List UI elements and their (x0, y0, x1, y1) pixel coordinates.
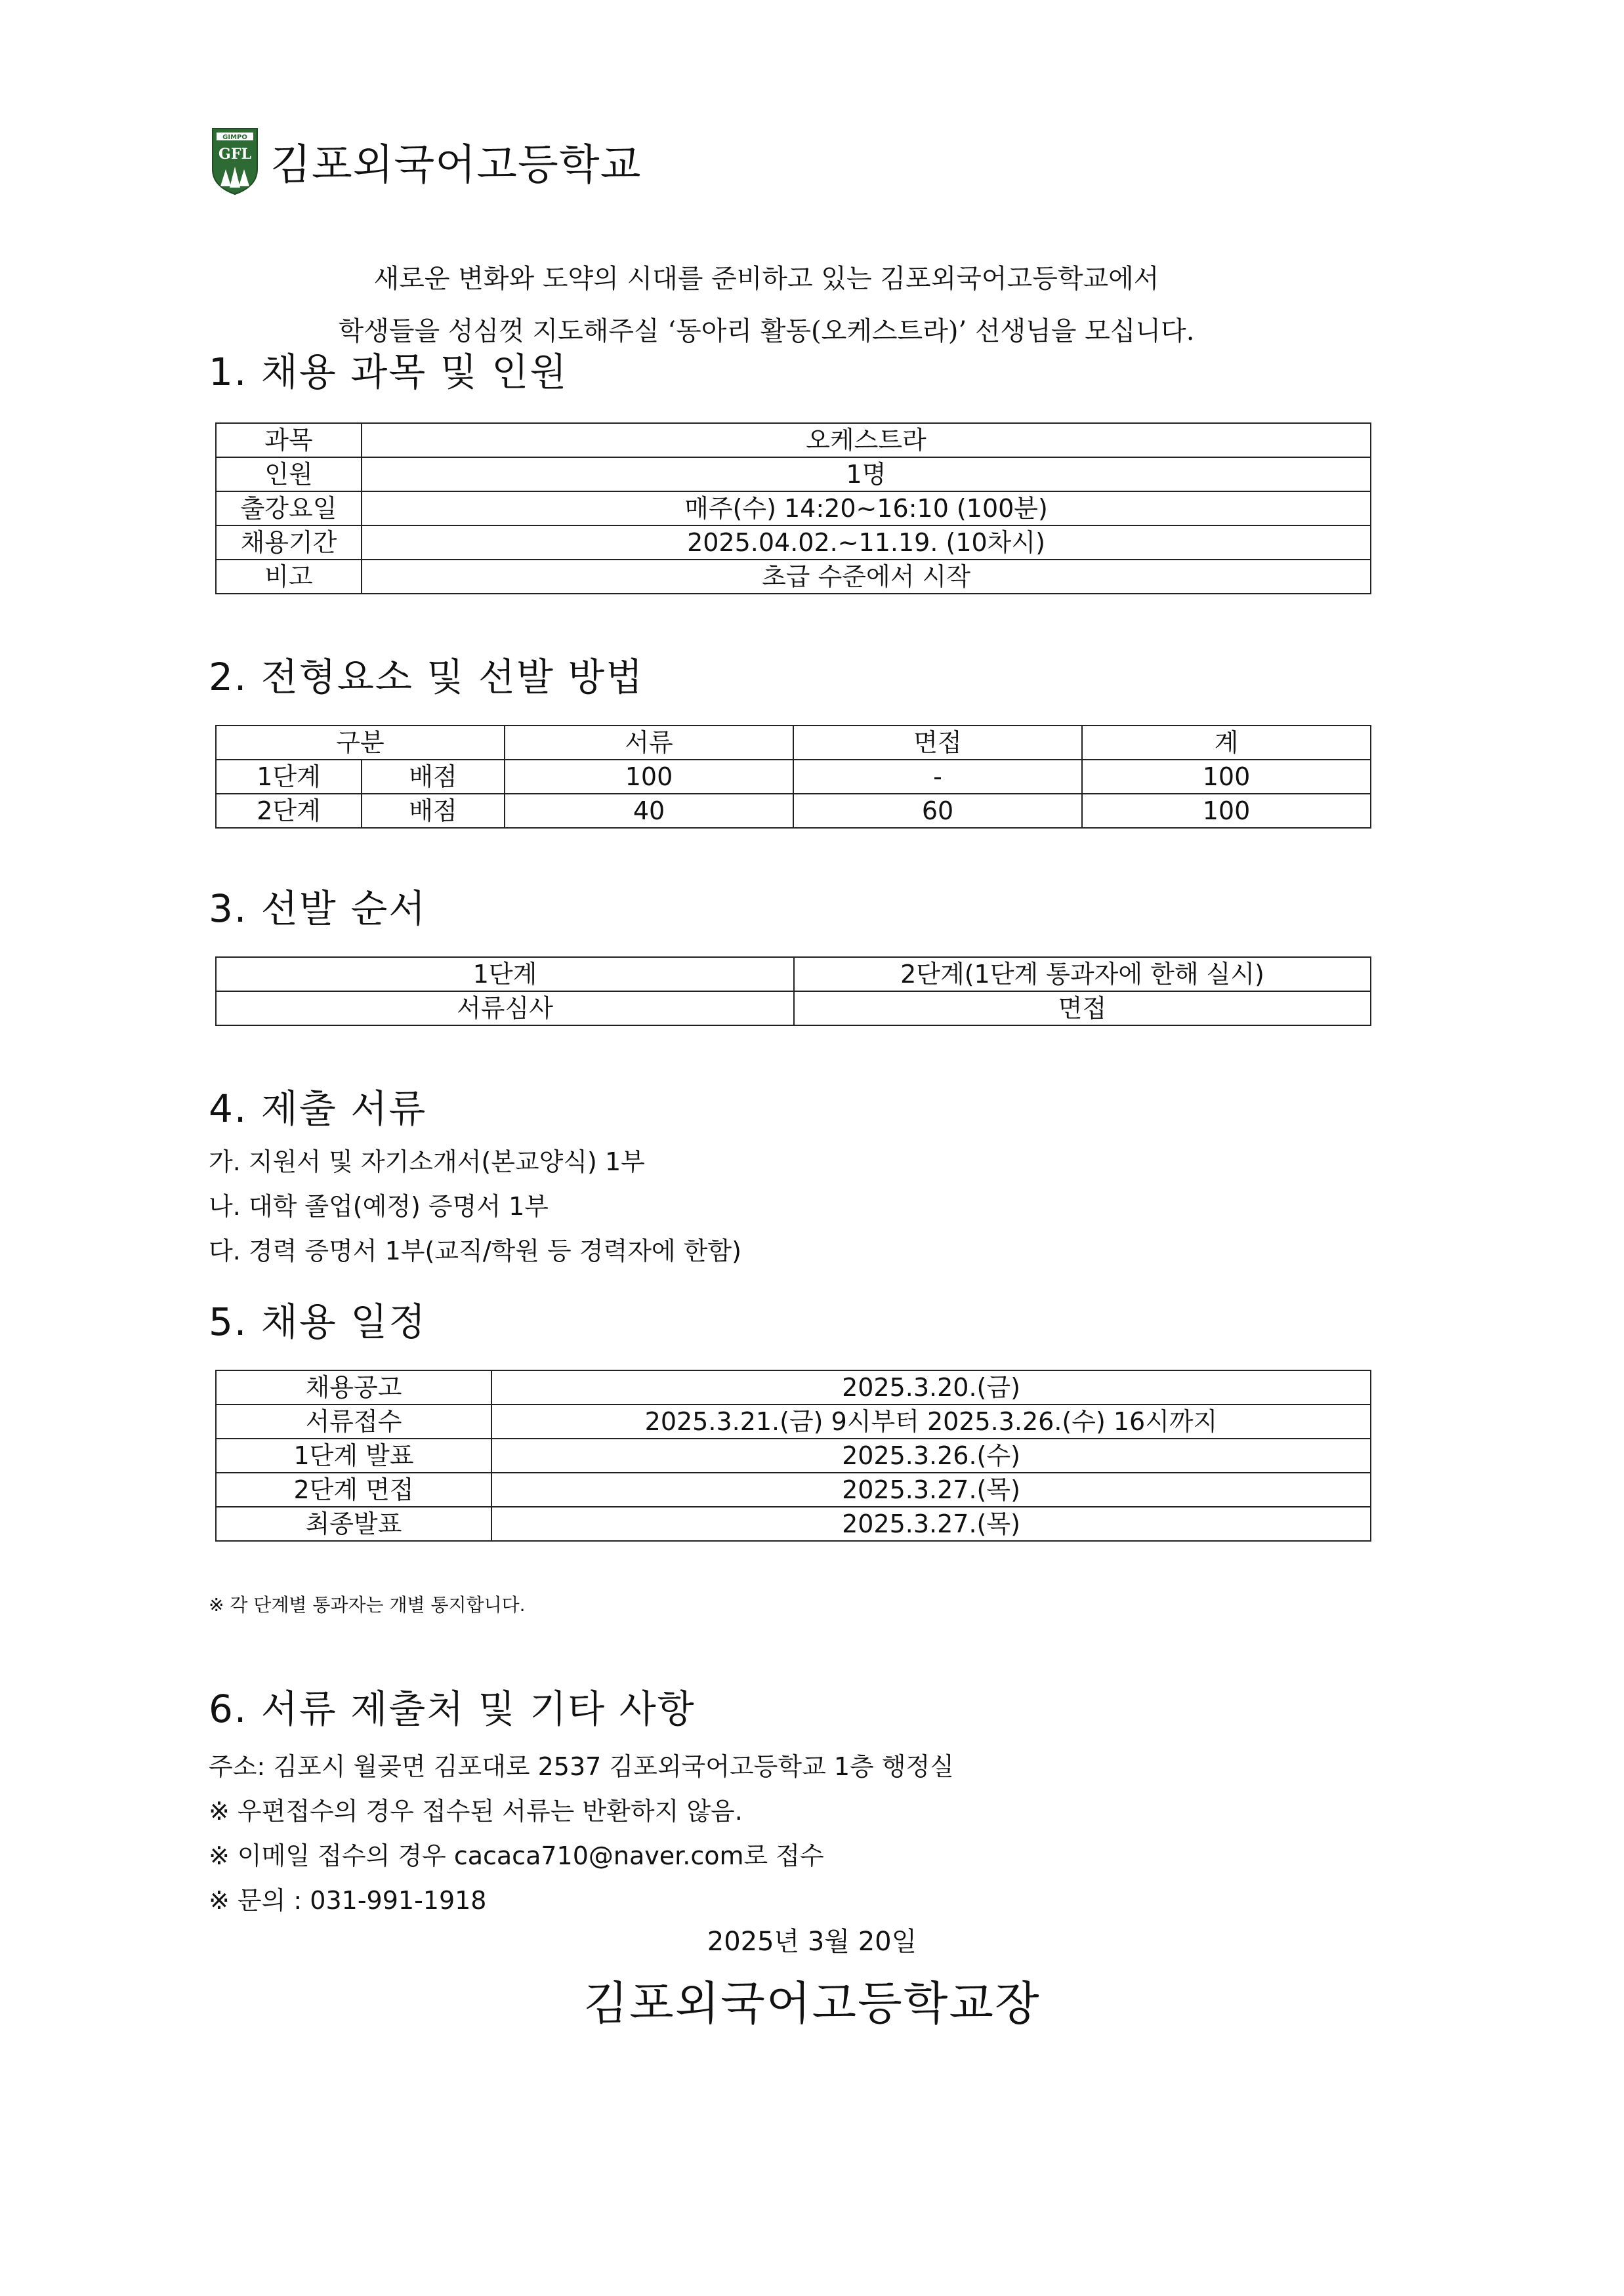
address-line: 주소: 김포시 월곶면 김포대로 2537 김포외국어고등학교 1층 행정실 (209, 1752, 954, 1781)
section5-table (215, 1370, 1371, 1542)
table-cell: 과목 (216, 423, 362, 457)
table-row (216, 991, 1371, 1025)
table-row (216, 491, 1371, 525)
document-item-3: 다. 경력 증명서 1부(교직/학원 등 경력자에 한함) (209, 1237, 741, 1265)
table-header-cell: 서류 (505, 726, 793, 760)
section2-table (215, 725, 1371, 829)
table-cell: 출강요일 (216, 491, 362, 525)
schedule-note: ※ 각 단계별 통과자는 개별 통지합니다. (209, 1594, 526, 1616)
email-note: ※ 이메일 접수의 경우 cacaca710@naver.com로 접수 (209, 1841, 824, 1870)
logo-top-text: GIMPO (222, 133, 247, 141)
table-cell: 40 (505, 794, 793, 828)
table-header-cell: 2단계(1단계 통과자에 한해 실시) (794, 957, 1371, 991)
table-cell: - (793, 760, 1082, 794)
mail-note: ※ 우편접수의 경우 접수된 서류는 반환하지 않음. (209, 1797, 743, 1826)
table-row (216, 1404, 1371, 1439)
table-cell: 오케스트라 (362, 423, 1371, 457)
table-cell: 100 (505, 760, 793, 794)
issue-date: 2025년 3월 20일 (707, 1927, 917, 1957)
intro-line-1: 새로운 변화와 도약의 시대를 준비하고 있는 김포외국어고등학교에서 (373, 264, 1159, 294)
table-cell: 2025.04.02.~11.19. (10차시) (362, 525, 1371, 560)
table-header-cell: 1단계 (216, 957, 794, 991)
table-row (216, 1439, 1371, 1473)
section4-title: 4. 제출 서류 (209, 1086, 427, 1131)
document-item-1: 가. 지원서 및 자기소개서(본교양식) 1부 (209, 1147, 645, 1176)
signature: 김포외국어고등학교장 (583, 1977, 1041, 2030)
table-cell: 채용기간 (216, 525, 362, 560)
section3-table (215, 956, 1371, 1026)
section6-title: 6. 서류 제출처 및 기타 사항 (209, 1687, 696, 1731)
table-cell: 1단계 발표 (216, 1439, 491, 1473)
table-cell: 2단계 (216, 794, 362, 828)
table-row (216, 423, 1371, 457)
section5-title: 5. 채용 일정 (209, 1300, 427, 1344)
table-cell: 매주(수) 14:20~16:10 (100분) (362, 491, 1371, 525)
table-cell: 100 (1082, 794, 1371, 828)
table-row (216, 560, 1371, 594)
table-cell: 인원 (216, 457, 362, 491)
contact-line: ※ 문의 : 031-991-1918 (209, 1886, 487, 1915)
table-cell: 1단계 (216, 760, 362, 794)
table-row (216, 457, 1371, 491)
school-name: 김포외국어고등학교 (270, 140, 642, 190)
table-cell: 최종발표 (216, 1507, 491, 1541)
table-cell: 배점 (362, 760, 505, 794)
table-header-row (216, 726, 1371, 760)
section1-title: 1. 채용 과목 및 인원 (209, 350, 568, 394)
table-cell: 2025.3.27.(목) (491, 1507, 1371, 1541)
table-cell: 비고 (216, 560, 362, 594)
table-row (216, 1370, 1371, 1404)
table-cell: 서류심사 (216, 991, 794, 1025)
section2-title: 2. 전형요소 및 선발 방법 (209, 655, 644, 699)
table-cell: 2025.3.20.(금) (491, 1370, 1371, 1404)
table-header-cell: 계 (1082, 726, 1371, 760)
table-header-cell: 구분 (216, 726, 505, 760)
table-header-cell: 면접 (793, 726, 1082, 760)
table-row (216, 1473, 1371, 1507)
table-row (216, 794, 1371, 828)
table-cell: 60 (793, 794, 1082, 828)
table-row (216, 1507, 1371, 1541)
table-cell: 면접 (794, 991, 1371, 1025)
document-item-2: 나. 대학 졸업(예정) 증명서 1부 (209, 1192, 549, 1221)
table-cell: 2025.3.27.(목) (491, 1473, 1371, 1507)
table-cell: 서류접수 (216, 1404, 491, 1439)
table-cell: 2단계 면접 (216, 1473, 491, 1507)
table-cell: 2025.3.21.(금) 9시부터 2025.3.26.(수) 16시까지 (491, 1404, 1371, 1439)
logo-text: GFL (219, 145, 251, 163)
school-header (209, 123, 641, 199)
table-cell: 1명 (362, 457, 1371, 491)
table-cell: 100 (1082, 760, 1371, 794)
school-logo-icon (209, 126, 261, 197)
table-cell: 채용공고 (216, 1370, 491, 1404)
table-row (216, 525, 1371, 560)
section1-table (215, 422, 1371, 594)
table-header-row (216, 957, 1371, 991)
table-cell: 초급 수준에서 시작 (362, 560, 1371, 594)
intro-line-2: 학생들을 성심껏 지도해주실 ‘동아리 활동(오케스트라)’ 선생님을 모십니다. (338, 316, 1195, 346)
section3-title: 3. 선발 순서 (209, 886, 427, 931)
table-cell: 2025.3.26.(수) (491, 1439, 1371, 1473)
table-cell: 배점 (362, 794, 505, 828)
table-row (216, 760, 1371, 794)
